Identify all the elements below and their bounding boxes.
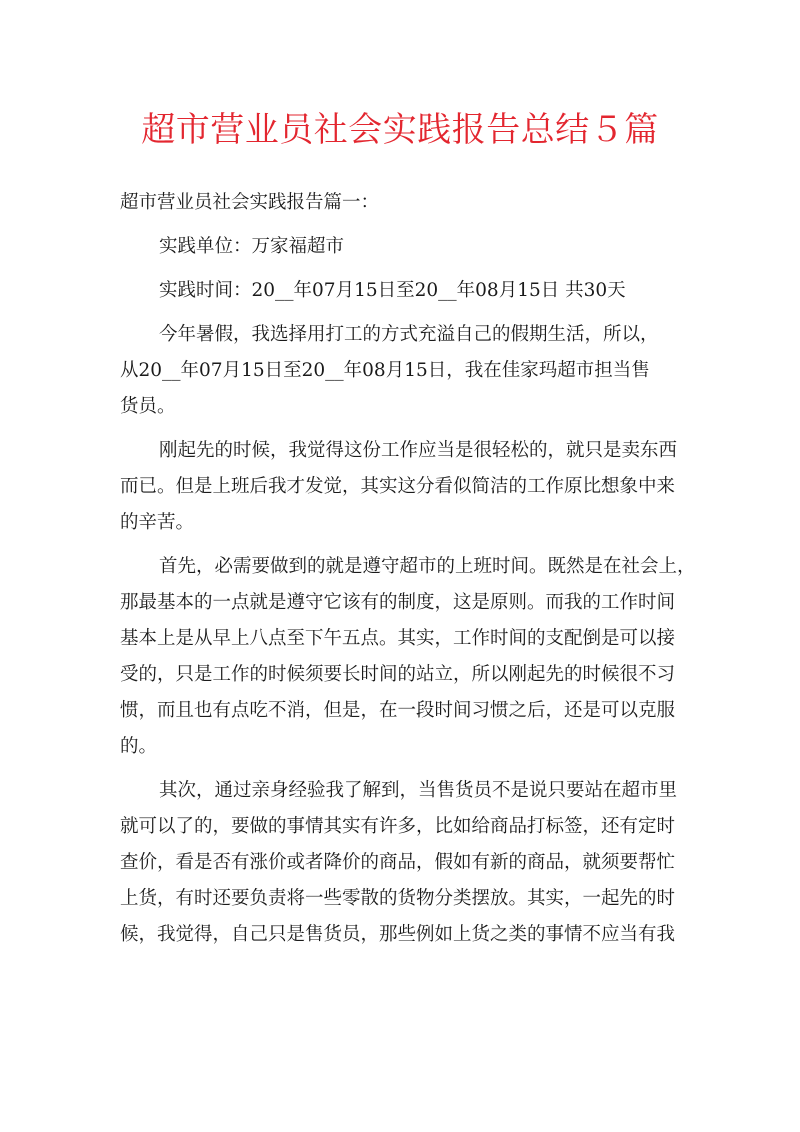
paragraph-3 <box>120 549 696 765</box>
paragraph-line: 的辛苦。 <box>120 512 195 533</box>
paragraph-line: 其次，通过亲身经验我了解到，当售货员不是说只要站在超市里 <box>159 780 678 801</box>
paragraph-4 <box>120 773 690 953</box>
unit-line: 实践单位：万家福超市 <box>159 236 345 257</box>
paragraph-line: 候，我觉得，自己只是售货员，那些例如上货之类的事情不应当有我 <box>120 924 676 945</box>
paragraph-line: 上货，有时还要负责将一些零散的货物分类摆放。其实，一起先的时 <box>120 888 676 909</box>
paragraph-line: 基本上是从早上八点至下午五点。其实，工作时间的支配倒是可以接 <box>120 628 676 649</box>
document-body <box>120 185 696 953</box>
paragraph-2 <box>120 433 690 541</box>
section-heading: 超市营业员社会实践报告篇一： <box>120 192 380 213</box>
paragraph-line: 那最基本的一点就是遵守它该有的制度，这是原则。而我的工作时间 <box>120 592 676 613</box>
paragraph-line: 查价，看是否有涨价或者降价的商品，假如有新的商品，就须要帮忙 <box>120 852 676 873</box>
document-title: 超市营业员社会实践报告总结５篇 <box>141 110 659 150</box>
paragraph-line: 就可以了的，要做的事情其实有许多，比如给商品打标签，还有定时 <box>120 816 676 837</box>
paragraph-line: 而已。但是上班后我才发觉，其实这分看似简洁的工作原比想象中来 <box>120 476 676 497</box>
paragraph-1 <box>120 317 690 425</box>
paragraph-line: 今年暑假，我选择用打工的方式充溢自己的假期生活，所以， <box>159 324 659 345</box>
paragraph-line: 的。 <box>120 736 158 757</box>
paragraph-line: 惯，而且也有点吃不消，但是，在一段时间习惯之后，还是可以克服 <box>120 700 676 721</box>
paragraph-line: 货员。 <box>120 396 176 417</box>
paragraph-line: 刚起先的时候，我觉得这份工作应当是很轻松的，就只是卖东西 <box>159 440 678 461</box>
paragraph-line: 受的，只是工作的时候须要长时间的站立，所以刚起先的时候很不习 <box>120 664 676 685</box>
paragraph-line: 从20__年07月15日至20__年08月15日，我在佳家玛超市担当售 <box>120 360 650 381</box>
time-line: 实践时间：20__年07月15日至20__年08月15日 共30天 <box>159 280 626 301</box>
paragraph-line: 首先，必需要做到的就是遵守超市的上班时间。既然是在社会上， <box>159 556 696 577</box>
